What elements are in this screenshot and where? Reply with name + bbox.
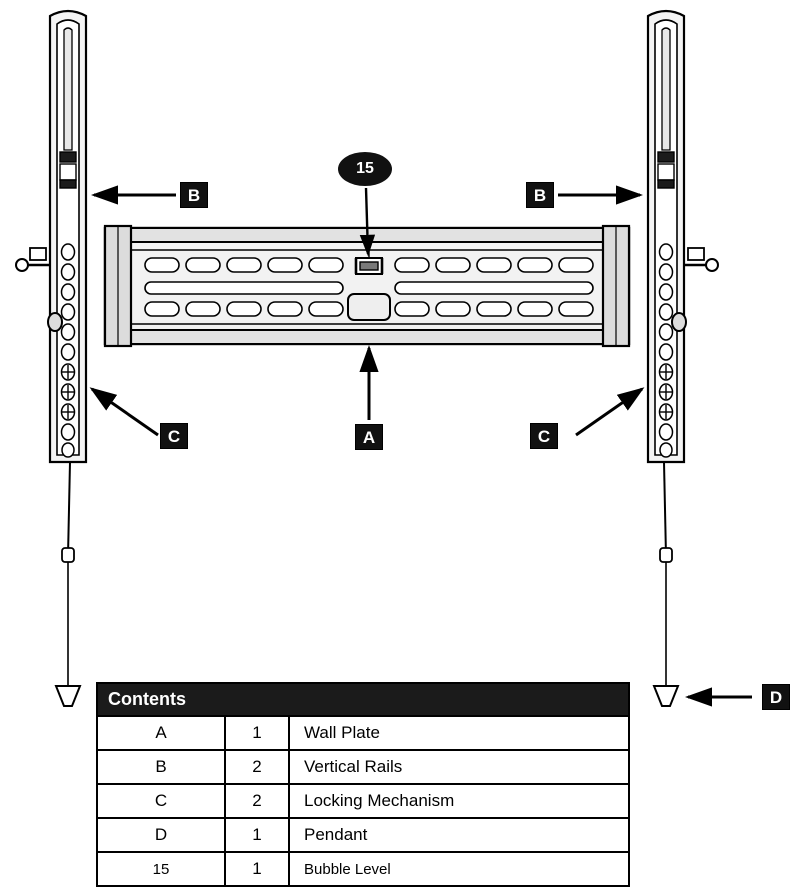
row-desc: Pendant bbox=[289, 818, 629, 852]
row-key: A bbox=[97, 716, 225, 750]
row-desc: Bubble Level bbox=[289, 852, 629, 886]
row-qty: 1 bbox=[225, 818, 289, 852]
contents-table bbox=[96, 682, 630, 887]
row-key: B bbox=[97, 750, 225, 784]
callout-a: A bbox=[355, 424, 383, 450]
callout-b-left: B bbox=[180, 182, 208, 208]
table-row bbox=[97, 784, 629, 818]
leader-c-left bbox=[92, 389, 158, 435]
pendant-left bbox=[56, 462, 80, 706]
row-desc: Wall Plate bbox=[289, 716, 629, 750]
callout-b-right: B bbox=[526, 182, 554, 208]
table-row bbox=[97, 852, 629, 886]
row-qty: 2 bbox=[225, 750, 289, 784]
leader-c-right bbox=[576, 389, 642, 435]
table-row bbox=[97, 750, 629, 784]
row-key: C bbox=[97, 784, 225, 818]
row-qty: 1 bbox=[225, 716, 289, 750]
callout-c-right: C bbox=[530, 423, 558, 449]
table-row bbox=[97, 716, 629, 750]
pendant-right bbox=[654, 462, 678, 706]
row-desc: Vertical Rails bbox=[289, 750, 629, 784]
row-qty: 2 bbox=[225, 784, 289, 818]
table-row bbox=[97, 818, 629, 852]
row-desc: Locking Mechanism bbox=[289, 784, 629, 818]
callout-c-left: C bbox=[160, 423, 188, 449]
row-qty: 1 bbox=[225, 852, 289, 886]
contents-header-row bbox=[97, 683, 629, 716]
row-key: D bbox=[97, 818, 225, 852]
bubble-level bbox=[356, 258, 382, 274]
vertical-rail-left bbox=[16, 11, 86, 706]
contents-header-label: Contents bbox=[97, 683, 629, 716]
vertical-rail-right bbox=[648, 11, 718, 706]
callout-bubble-level-15: 15 bbox=[338, 152, 392, 186]
row-key: 15 bbox=[97, 852, 225, 886]
callout-d: D bbox=[762, 684, 790, 710]
